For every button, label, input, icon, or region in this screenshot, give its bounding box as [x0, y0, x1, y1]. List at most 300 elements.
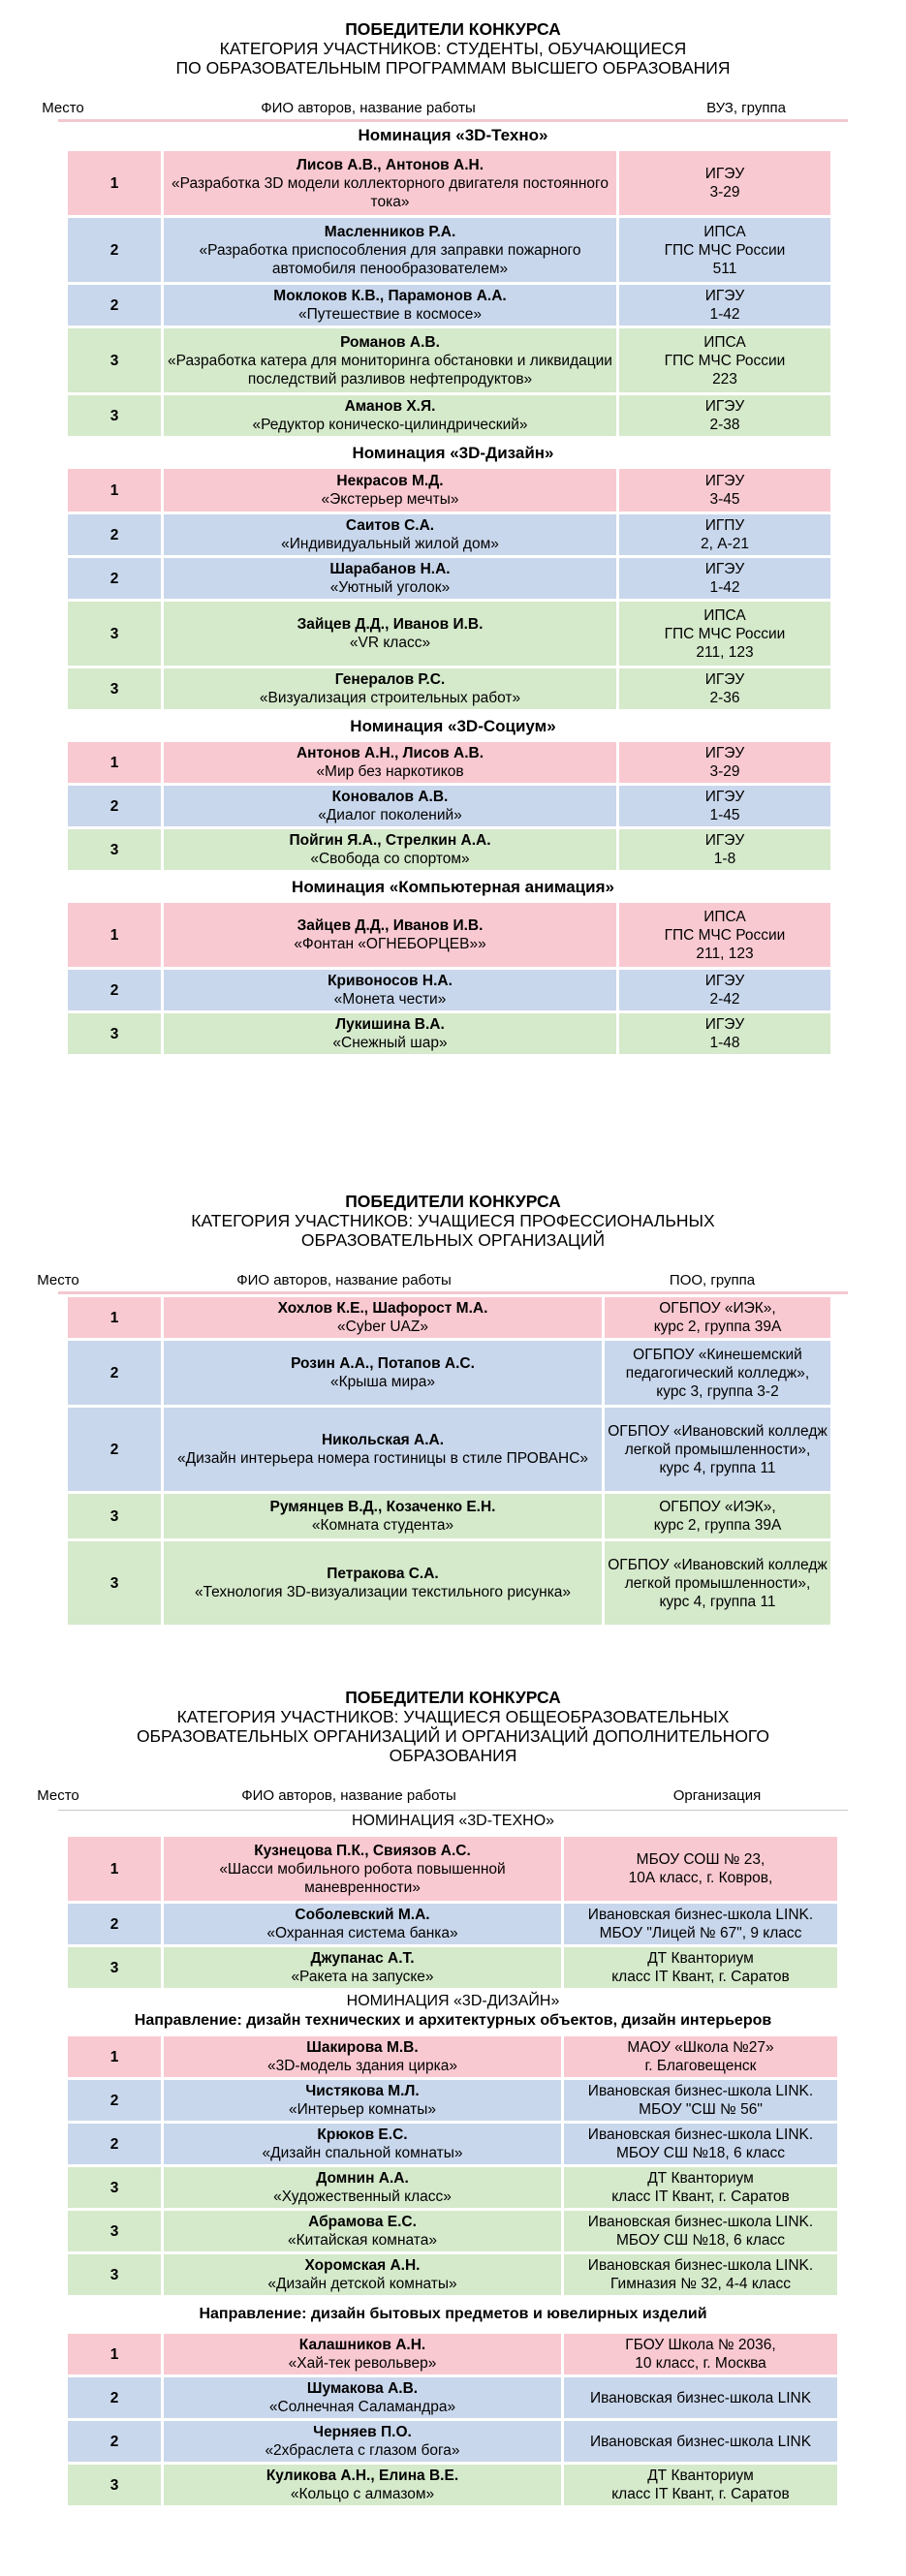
table-row: [68, 558, 906, 599]
org-line: 1-48: [709, 1035, 740, 1051]
org-line: МБОУ "СШ № 56": [639, 2101, 763, 2118]
org-cell: [619, 469, 830, 512]
org-line: 2-42: [709, 991, 740, 1008]
name-cell: [164, 1297, 602, 1338]
org-line: 2-38: [709, 417, 740, 433]
work-title: «Дизайн детской комнаты»: [267, 2276, 457, 2292]
org-line: ОГБПОУ «Кинешемский педагогический колледж»,: [625, 1346, 810, 1381]
place-cell: 3: [68, 2254, 161, 2295]
org-line: класс IT Квант, г. Саратов: [611, 2486, 790, 2502]
place-cell: 3: [68, 1541, 161, 1625]
name-cell: [164, 1408, 602, 1491]
section-subtitle: ОБРАЗОВАТЕЛЬНЫХ ОРГАНИЗАЦИЙ: [300, 1230, 606, 1250]
org-line: ДТ Кванториум: [647, 2467, 754, 2484]
org-line: ИГЭУ: [704, 561, 745, 577]
table-row: [68, 2167, 906, 2208]
org-cell: [619, 970, 830, 1010]
org-line: ИГЭУ: [704, 473, 745, 489]
table-row: [68, 903, 906, 967]
name-cell: [164, 1837, 561, 1901]
work-title: «Путешествие в космосе»: [298, 306, 482, 323]
place-cell: 1: [68, 151, 161, 215]
place-cell: 2: [68, 2080, 161, 2121]
section-subtitle: ПО ОБРАЗОВАТЕЛЬНЫМ ПРОГРАММАМ ВЫСШЕГО ОБРАЗОВАНИЯ: [175, 58, 731, 78]
authors: Абрамова Е.С.: [308, 2214, 417, 2230]
table-row: [68, 1904, 906, 1944]
org-line: 511: [712, 260, 737, 277]
work-title: «Экстерьер мечты»: [321, 491, 459, 508]
name-cell: [164, 558, 616, 599]
name-cell: [164, 2254, 561, 2295]
authors: Шарабанов Н.А.: [329, 561, 451, 577]
work-title: «Разработка 3D модели коллекторного двигателя постоянного тока»: [172, 174, 609, 210]
work-title: «Снежный шар»: [332, 1035, 448, 1051]
org-line: ГБОУ Школа № 2036,: [625, 2337, 776, 2353]
authors: Розин А.А., Потапов А.С.: [291, 1355, 475, 1372]
org-line: ОГБПОУ «ИЭК»,: [659, 1499, 776, 1515]
org-line: Ивановская бизнес-школа LINK.: [587, 2083, 814, 2099]
col-place-header: Место: [37, 1272, 79, 1288]
org-line: ДТ Кванториум: [647, 2170, 754, 2187]
work-title: «Ракета на запуске»: [291, 1969, 434, 1985]
nomination-title: Номинация «3D-Социум»: [350, 717, 556, 735]
org-cell: [605, 1341, 830, 1405]
work-title: «2хбраслета с глазом бога»: [265, 2442, 460, 2459]
org-cell: [619, 786, 830, 826]
place-cell: 3: [68, 2167, 161, 2208]
org-line: ОГБПОУ «Ивановский колледж легкой промышленности»,: [608, 1556, 828, 1592]
org-line: 223: [712, 370, 737, 388]
name-cell: [164, 1541, 602, 1625]
org-cell: [619, 558, 830, 599]
name-cell: [164, 602, 616, 666]
name-cell: [164, 2377, 561, 2418]
org-cell: [605, 1297, 830, 1338]
org-line: 3-29: [709, 184, 740, 201]
table-header: [0, 1786, 906, 1810]
work-title: «Шасси мобильного робота повышенной маневренности»: [219, 1860, 506, 1896]
name-cell: [164, 2167, 561, 2208]
section-subtitle: ОБРАЗОВАТЕЛЬНЫХ ОРГАНИЗАЦИЙ И ОРГАНИЗАЦИЙ ДОПОЛНИТЕЛЬНОГО: [136, 1726, 770, 1746]
place-cell: 3: [68, 1494, 161, 1538]
table-row: [68, 2465, 906, 2505]
section-subtitle: КАТЕГОРИЯ УЧАСТНИКОВ: СТУДЕНТЫ, ОБУЧАЮЩИЕСЯ: [219, 39, 687, 58]
table-row: [68, 469, 906, 512]
name-cell: [164, 742, 616, 783]
authors: Никольская А.А.: [321, 1432, 445, 1448]
nomination-title: НОМИНАЦИЯ «3D-ДИЗАЙН»: [346, 1993, 560, 2009]
table-row: [68, 1947, 906, 1988]
authors: Румянцев В.Д., Козаченко Е.Н.: [269, 1499, 496, 1515]
col-org-header: ВУЗ, группа: [706, 100, 786, 116]
work-title: «Китайская комната»: [288, 2232, 437, 2249]
table-row: [68, 151, 906, 215]
org-cell: [564, 2036, 837, 2077]
work-title: «Мир без наркотиков: [316, 763, 464, 780]
col-name-header: ФИО авторов, название работы: [236, 1272, 452, 1288]
org-line: 211, 123: [696, 643, 754, 661]
place-cell: 1: [68, 2036, 161, 2077]
place-cell: 2: [68, 2421, 161, 2462]
name-cell: [164, 2421, 561, 2462]
org-line: 1-42: [709, 306, 740, 323]
org-line: ИГПУ: [704, 517, 745, 534]
table-header: [0, 99, 906, 122]
table-row: [68, 328, 906, 392]
table-row: [68, 786, 906, 826]
org-line: ГПС МЧС России: [664, 926, 786, 944]
org-line: 10 класс, г. Москва: [635, 2355, 766, 2372]
org-line: курс 4, группа 11: [659, 1593, 776, 1610]
authors: Романов А.В.: [340, 333, 440, 351]
org-line: ДТ Кванториум: [647, 1950, 754, 1967]
org-cell: [564, 2421, 837, 2462]
work-title: «Cyber UAZ»: [337, 1319, 428, 1335]
section-subtitle: КАТЕГОРИЯ УЧАСТНИКОВ: УЧАЩИЕСЯ ПРОФЕССИОНАЛЬНЫХ: [191, 1211, 715, 1230]
place-cell: 1: [68, 2334, 161, 2374]
authors: Куликова А.Н., Елина В.Е.: [266, 2467, 459, 2484]
table-body: [0, 126, 906, 1054]
org-line: Ивановская бизнес-школа LINK: [589, 2433, 812, 2450]
authors: Коновалов А.В.: [331, 789, 449, 805]
org-line: ГПС МЧС России: [664, 352, 786, 369]
name-cell: [164, 2124, 561, 2164]
org-line: 211, 123: [696, 945, 754, 962]
org-cell: [564, 2080, 837, 2121]
org-cell: [619, 1013, 830, 1054]
place-cell: 3: [68, 2465, 161, 2505]
table-row: [68, 395, 906, 436]
work-title: «Дизайн интерьера номера гостиницы в стиле ПРОВАНС»: [176, 1450, 589, 1467]
table-row: [68, 2036, 906, 2077]
name-cell: [164, 829, 616, 870]
org-line: 2-36: [709, 690, 740, 706]
table-row: [68, 742, 906, 783]
org-cell: [564, 1837, 837, 1901]
name-cell: [164, 328, 616, 392]
org-line: МБОУ СОШ № 23,: [636, 1851, 765, 1868]
table-body: [0, 1812, 906, 2505]
authors: Хоромская А.Н.: [304, 2257, 421, 2274]
table-row: [68, 2080, 906, 2121]
work-title: «Редуктор коническо-цилиндрический»: [252, 417, 528, 433]
table-row: [68, 1341, 906, 1405]
work-title: «Солнечная Саламандра»: [268, 2399, 456, 2415]
section-professional: [0, 1192, 906, 1628]
authors: Черняев П.О.: [313, 2424, 412, 2440]
section-title: ПОБЕДИТЕЛИ КОНКУРСА: [345, 1688, 561, 1707]
work-title: «Дизайн спальной комнаты»: [262, 2145, 463, 2161]
place-cell: 2: [68, 970, 161, 1010]
place-cell: 2: [68, 1904, 161, 1944]
name-cell: [164, 1494, 602, 1538]
org-line: 10А класс, г. Ковров,: [628, 1870, 773, 1886]
org-line: ИГЭУ: [704, 671, 745, 688]
work-title: «VR класс»: [349, 635, 431, 651]
place-cell: 1: [68, 903, 161, 967]
org-line: курс 3, группа 3-2: [656, 1382, 779, 1400]
authors: Крюков Е.С.: [317, 2126, 408, 2143]
place-cell: 2: [68, 285, 161, 326]
work-title: «Крыша мира»: [330, 1374, 435, 1390]
name-cell: [164, 970, 616, 1010]
place-cell: 3: [68, 395, 161, 436]
org-cell: [619, 328, 830, 392]
place-cell: 2: [68, 1408, 161, 1491]
org-line: ИПСА: [703, 606, 746, 624]
authors: Антонов А.Н., Лисов А.В.: [296, 745, 484, 761]
table-row: [68, 2124, 906, 2164]
authors: Генералов Р.С.: [334, 671, 446, 688]
place-cell: 1: [68, 469, 161, 512]
place-cell: 2: [68, 218, 161, 282]
name-cell: [164, 2334, 561, 2374]
table-row: [68, 1013, 906, 1054]
col-org-header: ПОО, группа: [669, 1272, 756, 1288]
place-cell: 2: [68, 786, 161, 826]
org-line: Гимназия № 32, 4-4 класс: [610, 2276, 791, 2292]
place-cell: 1: [68, 1297, 161, 1338]
org-line: 1-42: [709, 579, 740, 596]
org-line: ОГБПОУ «ИЭК»,: [659, 1300, 776, 1317]
org-line: ГПС МЧС России: [664, 241, 786, 259]
place-cell: 2: [68, 514, 161, 555]
work-title: «Фонтан «ОГНЕБОРЦЕВ»»: [294, 936, 486, 952]
org-line: ИГЭУ: [704, 288, 745, 304]
org-line: г. Благовещенск: [644, 2058, 757, 2074]
place-cell: 2: [68, 1341, 161, 1405]
authors: Зайцев Д.Д., Иванов И.В.: [297, 917, 484, 934]
org-line: ГПС МЧС России: [664, 625, 786, 642]
org-line: курс 4, группа 11: [659, 1459, 776, 1476]
org-line: 3-45: [709, 491, 740, 508]
org-cell: [564, 2211, 837, 2251]
org-cell: [619, 742, 830, 783]
work-title: «Уютный уголок»: [329, 579, 451, 596]
org-cell: [564, 2377, 837, 2418]
name-cell: [164, 668, 616, 709]
org-line: Ивановская бизнес-школа LINK: [589, 2389, 812, 2406]
org-cell: [564, 2254, 837, 2295]
col-place-header: Место: [42, 100, 84, 116]
name-cell: [164, 1013, 616, 1054]
name-cell: [164, 469, 616, 512]
place-cell: 3: [68, 668, 161, 709]
org-line: ИПСА: [703, 223, 746, 240]
table-row: [68, 1494, 906, 1538]
place-cell: 3: [68, 602, 161, 666]
table-row: [68, 602, 906, 666]
work-title: «Монета чести»: [333, 991, 447, 1008]
place-cell: 2: [68, 558, 161, 599]
name-cell: [164, 2036, 561, 2077]
work-title: «Кольцо с алмазом»: [290, 2486, 435, 2502]
table-row: [68, 1541, 906, 1625]
table-row: [68, 2421, 906, 2462]
name-cell: [164, 903, 616, 967]
name-cell: [164, 1904, 561, 1944]
org-line: 1-8: [713, 851, 736, 867]
org-cell: [564, 1947, 837, 1988]
table-row: [68, 514, 906, 555]
place-cell: 1: [68, 742, 161, 783]
name-cell: [164, 285, 616, 326]
nomination-title: Номинация «3D-Техно»: [358, 126, 548, 144]
nomination-title: Номинация «Компьютерная анимация»: [292, 878, 614, 896]
name-cell: [164, 2465, 561, 2505]
place-cell: 3: [68, 328, 161, 392]
org-line: ИПСА: [703, 908, 746, 925]
authors: Джупанас А.Т.: [310, 1950, 415, 1967]
work-title: «Охранная система банка»: [266, 1925, 458, 1941]
org-line: курс 2, группа 39А: [653, 1517, 782, 1534]
authors: Лукишина В.А.: [335, 1016, 445, 1033]
org-line: ИГЭУ: [704, 1016, 745, 1033]
nomination-title: Номинация «3D-Дизайн»: [352, 444, 554, 462]
authors: Кузнецова П.К., Свиязов А.С.: [254, 1842, 471, 1859]
table-row: [68, 970, 906, 1010]
authors: Зайцев Д.Д., Иванов И.В.: [297, 616, 484, 633]
col-org-header: Организация: [672, 1787, 762, 1804]
table-row: [68, 2254, 906, 2295]
direction-title: Направление: дизайн технических и архитектурных объектов, дизайн интерьеров: [134, 2012, 772, 2029]
org-cell: [619, 395, 830, 436]
direction-title: Направление: дизайн бытовых предметов и ювелирных изделий: [199, 2306, 707, 2322]
table-row: [68, 285, 906, 326]
org-cell: [605, 1494, 830, 1538]
section-schools: [0, 1688, 906, 2508]
name-cell: [164, 395, 616, 436]
org-line: курс 2, группа 39А: [653, 1319, 782, 1335]
name-cell: [164, 1341, 602, 1405]
org-cell: [605, 1408, 830, 1491]
authors: Кривоносов Н.А.: [328, 973, 453, 989]
section-title: ПОБЕДИТЕЛИ КОНКУРСА: [345, 19, 561, 39]
col-place-header: Место: [37, 1787, 79, 1804]
work-title: «Художественный класс»: [273, 2188, 452, 2205]
table-row: [68, 2334, 906, 2374]
table-body: [0, 1297, 906, 1625]
name-cell: [164, 514, 616, 555]
authors: Лисов А.В., Антонов А.Н.: [296, 156, 484, 173]
name-cell: [164, 2211, 561, 2251]
place-cell: 2: [68, 2377, 161, 2418]
name-cell: [164, 1947, 561, 1988]
col-name-header: ФИО авторов, название работы: [261, 100, 476, 116]
authors: Соболевский М.А.: [295, 1907, 430, 1923]
org-cell: [619, 151, 830, 215]
name-cell: [164, 218, 616, 282]
table-row: [68, 829, 906, 870]
work-title: «Интерьер комнаты»: [288, 2101, 437, 2118]
place-cell: 3: [68, 829, 161, 870]
work-title: «Разработка катера для мониторинга обстановки и ликвидации последствий разливов нефтепродуктов»: [168, 352, 612, 388]
work-title: «3D-модель здания цирка»: [267, 2058, 457, 2074]
nomination-title: НОМИНАЦИЯ «3D-ТЕХНО»: [351, 1813, 555, 1829]
authors: Моклоков К.В., Парамонов А.А.: [273, 288, 507, 304]
name-cell: [164, 2080, 561, 2121]
org-line: класс IT Квант, г. Саратов: [611, 2188, 790, 2205]
org-cell: [564, 2167, 837, 2208]
section-subtitle: ОБРАЗОВАНИЯ: [389, 1746, 517, 1765]
authors: Саитов С.А.: [345, 517, 435, 534]
org-cell: [564, 2124, 837, 2164]
org-line: ИГЭУ: [704, 398, 745, 415]
authors: Аманов Х.Я.: [344, 398, 436, 415]
org-line: ИГЭУ: [704, 789, 745, 805]
authors: Шакирова М.В.: [306, 2039, 419, 2056]
org-cell: [564, 2465, 837, 2505]
org-cell: [619, 285, 830, 326]
org-line: класс IT Квант, г. Саратов: [611, 1969, 790, 1985]
org-line: Ивановская бизнес-школа LINK.: [587, 1907, 814, 1923]
table-header: [0, 1271, 906, 1294]
place-cell: 1: [68, 1837, 161, 1901]
org-line: ИПСА: [703, 333, 746, 351]
work-title: «Индивидуальный жилой дом»: [281, 536, 499, 552]
authors: Чистякова М.Л.: [305, 2083, 420, 2099]
table-row: [68, 1408, 906, 1491]
org-line: ИГЭУ: [704, 166, 745, 182]
org-cell: [619, 829, 830, 870]
org-line: 3-29: [709, 763, 740, 780]
org-line: ИГЭУ: [704, 745, 745, 761]
org-line: ИГЭУ: [704, 832, 745, 849]
org-line: МБОУ "Лицей № 67", 9 класс: [599, 1925, 802, 1941]
authors: Некрасов М.Д.: [336, 473, 444, 489]
table-row: [68, 2377, 906, 2418]
divider: [58, 119, 848, 122]
org-line: МБОУ СШ №18, 6 класс: [615, 2145, 785, 2161]
org-cell: [619, 903, 830, 967]
table-row: [68, 668, 906, 709]
org-cell: [619, 602, 830, 666]
work-title: «Хай-тек револьвер»: [288, 2355, 437, 2372]
authors: Калашников А.Н.: [298, 2337, 426, 2353]
place-cell: 3: [68, 1947, 161, 1988]
authors: Шумакова А.В.: [306, 2380, 419, 2397]
place-cell: 3: [68, 1013, 161, 1054]
org-cell: [564, 1904, 837, 1944]
place-cell: 2: [68, 2124, 161, 2164]
table-row: [68, 1837, 906, 1901]
name-cell: [164, 786, 616, 826]
org-line: Ивановская бизнес-школа LINK.: [587, 2126, 814, 2143]
divider: [58, 1810, 848, 1811]
org-line: МАОУ «Школа №27»: [627, 2039, 774, 2056]
table-row: [68, 2211, 906, 2251]
work-title: «Комната студента»: [311, 1517, 454, 1534]
org-cell: [619, 668, 830, 709]
org-cell: [619, 514, 830, 555]
authors: Домнин А.А.: [316, 2170, 409, 2187]
section-title: ПОБЕДИТЕЛИ КОНКУРСА: [345, 1192, 561, 1211]
work-title: «Свобода со спортом»: [310, 851, 470, 867]
divider: [58, 1291, 848, 1294]
authors: Хохлов К.Е., Шафорост М.А.: [277, 1300, 488, 1317]
authors: Масленников Р.А.: [324, 223, 456, 240]
org-line: Ивановская бизнес-школа LINK.: [587, 2214, 814, 2230]
org-cell: [564, 2334, 837, 2374]
org-cell: [619, 218, 830, 282]
work-title: «Разработка приспособления для заправки пожарного автомобиля пенообразователем»: [199, 241, 581, 277]
table-row: [68, 218, 906, 282]
work-title: «Диалог поколений»: [318, 807, 462, 823]
table-row: [68, 1297, 906, 1338]
col-name-header: ФИО авторов, название работы: [241, 1787, 456, 1804]
section-students: [0, 0, 906, 1054]
org-line: 2, А-21: [701, 536, 749, 552]
